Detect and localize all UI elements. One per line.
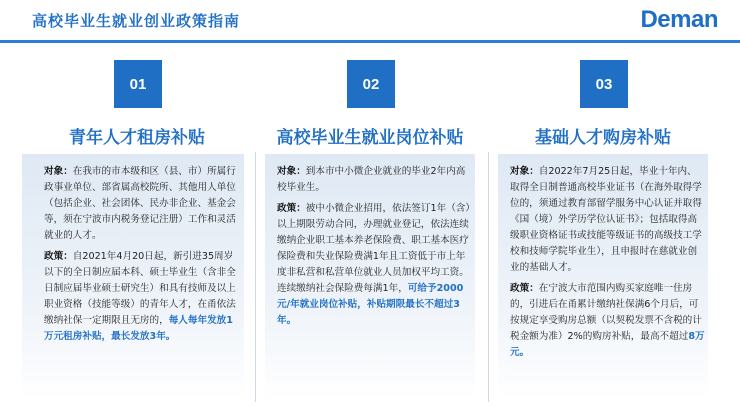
policy-text: 在宁波大市范围内购买家庭唯一住房的，引进后在甬累计缴纳社保满6个月后，可按规定享受购房总额（以契税发票不含税的计税金额为准）2%的购房补贴，最高不超过 [510, 283, 702, 342]
header [0, 0, 740, 46]
object-paragraph: 对象：到本市中小微企业就业的毕业2年内高校毕业生。 [277, 166, 466, 193]
card-panel [498, 154, 708, 400]
policy-highlight: 每人每年发放1万元租房补贴，最长发放3年。 [44, 315, 233, 342]
card-title: 青年人才租房补贴 [69, 128, 205, 148]
header-rule [0, 40, 740, 43]
card-number-badge: 01 [114, 60, 162, 108]
policy-paragraph: 政策：自2021年4月20日起，新引进35周岁以下的全日制应届本科、硕士毕业生（含非全日制应届毕业硕士研究生）和具有技师及以上职业资格（技能等级）的青年人才，在甬依法缴纳社保一定期限且无房的，每人每年发放1万元租房补贴，最长发放3年。 [44, 251, 236, 342]
policy-highlight: 可给予2000元/年就业岗位补贴，补贴期限最长不超过3年。 [277, 283, 464, 326]
object-paragraph: 对象：自2022年7月25日起，毕业十年内、取得全日制普通高校毕业证书（在海外取得学位的，须通过教育部留学服务中心认证并取得《国（境）外学历学位认证书》；包括取得高级职业资格证书或技能等级证书的高级技工学校和技师学院毕业生），且申报时在慈就业创业的基础人才。 [510, 166, 702, 273]
card-body [510, 164, 706, 366]
card-title: 基础人才购房补贴 [535, 128, 671, 148]
policy-label: 政策 [277, 203, 297, 214]
policy-highlight: 8万元。 [510, 331, 705, 358]
column-divider [488, 152, 489, 402]
policy-text: 自2021年4月20日起，新引进35周岁以下的全日制应届本科、硕士毕业生（含非全日制应届毕业硕士研究生）和具有技师及以上职业资格（技能等级）的青年人才，在甬依法缴纳社保一定期限且无房的， [44, 251, 236, 326]
card-number-badge: 03 [580, 60, 628, 108]
policy-label: 政策 [44, 251, 64, 262]
object-label: 对象 [44, 166, 64, 177]
brand-logo: Deman [640, 6, 718, 33]
card-panel [22, 154, 244, 400]
policy-paragraph: 政策：被中小微企业招用，依法签订1年（含）以上期限劳动合同，办理就业登记，依法连续缴纳企业职工基本养老保险费、职工基本医疗保险费和失业保险费满1年且工资低于市上年度非私营和私营单位就业人员加权平均工资。连续缴纳社会保险费每满1年，可给予2000元/年就业岗位补贴，补贴期限最长不超过3年。 [277, 203, 471, 326]
policy-card-rent-subsidy [32, 60, 242, 400]
object-paragraph: 对象：在我市的市本级和区（县、市）所属行政事业单位、部省属高校院所、其他用人单位（包括企业、社会团体、民办非企业、基金会等，须在宁波市内税务登记注册）工作和灵活就业的人才。 [44, 166, 236, 241]
policy-paragraph: 政策：在宁波大市范围内购买家庭唯一住房的，引进后在甬累计缴纳社保满6个月后，可按规定享受购房总额（以契税发票不含税的计税金额为准）2%的购房补贴，最高不超过8万元。 [510, 283, 705, 358]
policy-text: 被中小微企业招用，依法签订1年（含）以上期限劳动合同，办理就业登记，依法连续缴纳企业职工基本养老保险费、职工基本医疗保险费和失业保险费满1年且工资低于市上年度非私营和私营单位就业人员加权平均工资。连续缴纳社会保险费每满1年， [277, 203, 471, 294]
column-divider [255, 152, 256, 402]
object-text: 到本市中小微企业就业的毕业2年内高校毕业生。 [277, 166, 466, 193]
object-label: 对象 [277, 166, 297, 177]
object-text: 在我市的市本级和区（县、市）所属行政事业单位、部省属高校院所、其他用人单位（包括企业、社会团体、民办非企业、基金会等，须在宁波市内税务登记注册）工作和灵活就业的人才。 [44, 166, 236, 241]
card-body [44, 164, 240, 350]
card-panel [265, 154, 475, 400]
card-body [277, 164, 473, 334]
card-title: 高校毕业生就业岗位补贴 [276, 128, 464, 148]
policy-label: 政策 [510, 283, 530, 294]
policy-card-job-subsidy [265, 60, 475, 400]
page-title: 高校毕业生就业创业政策指南 [32, 12, 241, 30]
object-label: 对象 [510, 166, 530, 177]
policy-card-housing-subsidy [498, 60, 708, 400]
card-number-badge: 02 [347, 60, 395, 108]
object-text: 自2022年7月25日起，毕业十年内、取得全日制普通高校毕业证书（在海外取得学位的，须通过教育部留学服务中心认证并取得《国（境）外学历学位认证书》；包括取得高级职业资格证书或技能等级证书的高级技工学校和技师学院毕业生），且申报时在慈就业创业的基础人才。 [510, 166, 702, 273]
